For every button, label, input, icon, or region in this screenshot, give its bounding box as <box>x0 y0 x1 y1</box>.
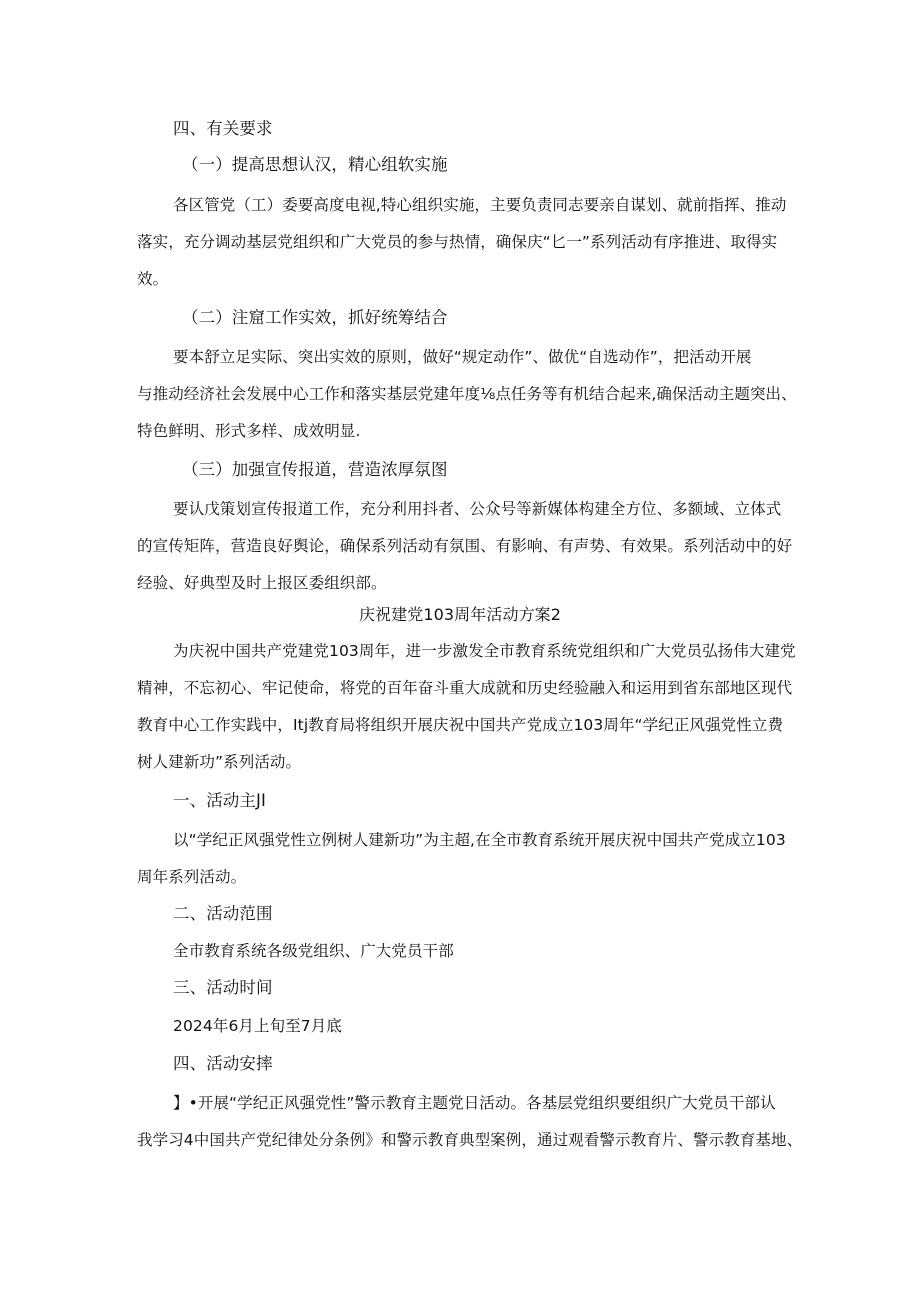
paragraph-line: 要本舒立足实际、突出实效的原则，做好“规定动作”、做优“自选动作”，把活动开展 <box>173 348 752 366</box>
paragraph-line: 与推动经济社会发展中心工作和落实基层党建年度⅛点任务等有机结合起来,确保活动主题突出、 <box>137 385 797 403</box>
paragraph-line: 为庆祝中国共产党建党103周年，进一步激发全市教育系统党组织和广大党员弘扬伟大建党 <box>173 642 796 660</box>
paragraph-line: 全市教育系统各级党组织、广大党员干部 <box>173 942 454 960</box>
paragraph-line: 周年系列活动。 <box>137 868 247 886</box>
paragraph-line: 效。 <box>137 270 169 288</box>
paragraph-line: 2024年6月上旬至7月底 <box>173 1017 342 1035</box>
paragraph-line: 树人建新功”系列活动。 <box>137 753 302 771</box>
paragraph-line: 特色鲜明、形式多样、成效明显. <box>137 422 361 440</box>
paragraph-line: 教育中心工作实践中，Itj教育局将组织开展庆祝中国共产党成立103周年“学纪正风强党性立费 <box>137 716 784 734</box>
section-heading-arrangement: 四、活动安摔 <box>173 1054 273 1073</box>
paragraph-line: 各区管党（工）委要高度电视,特心组织实施，主要负责同志要亲自谋划、就前指挥、推动 <box>173 196 787 214</box>
paragraph-line: 要认戊策划宣传报道工作，充分利用抖者、公众号等新媒体构建全方位、多额域、立体式 <box>173 500 782 518</box>
section-heading-scope: 二、活动范围 <box>173 904 273 923</box>
subheading-2: （二）注窟工作实效，抓好统筹结合 <box>182 308 448 327</box>
subheading-1: （一）提高思想认汉，精心组软实施 <box>182 155 448 174</box>
paragraph-line: 我学习4中国共产党纪律处分条例》和警示教育典型案例，通过观看警示教育片、警示教育基地、 <box>137 1131 803 1149</box>
section-heading-theme: 一、活动主JI <box>173 791 266 810</box>
paragraph-line: 的宣传矩阵，营造良好舆论，确保系列活动有氛围、有影响、有声势、有效果。系列活动中的好 <box>137 537 793 555</box>
paragraph-line: 落实，充分调动基层党组织和广大党员的参与热情，确保庆“匕一”系列活动有序推进、取得实 <box>137 233 778 251</box>
section-heading-requirements: 四、有关要求 <box>173 119 273 138</box>
paragraph-line: 】•开展“学纪正风强党性”警示教育主题党日活动。各基层党组织要组织广大党员干部认 <box>173 1094 776 1112</box>
paragraph-line: 精神，不忘初心、牢记使命，将党的百年奋斗重大成就和历史经验融入和运用到省东部地区现代 <box>137 679 793 697</box>
plan-title: 庆祝建党103周年活动方案2 <box>358 605 562 624</box>
subheading-3: （三）加强宣传报道，营造浓厚氛图 <box>182 460 448 479</box>
section-heading-time: 三、活动时间 <box>173 978 273 997</box>
paragraph-line: 经验、好典型及时上报区委组织部。 <box>137 574 387 592</box>
paragraph-line: 以“学纪正风强党性立例树人建新功”为主超,在全市教育系统开展庆祝中国共产党成立103 <box>173 831 786 849</box>
